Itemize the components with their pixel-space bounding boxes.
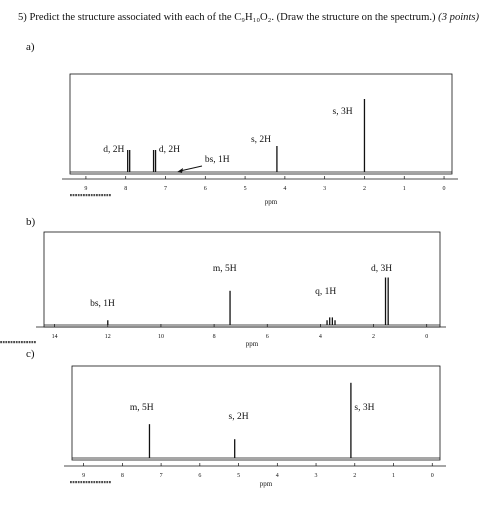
tick-label: 4 [283,186,287,192]
axis-unit: ppm [245,340,259,348]
tick-label: 2 [353,473,357,479]
spectrum-a [0,68,474,208]
tick-label: 2 [372,334,376,340]
tick-label: 7 [164,186,167,192]
tick-label: 8 [120,473,124,479]
tick-label: 0 [430,473,434,479]
tick-label: 9 [82,473,86,479]
axis-unit: ppm [264,198,278,206]
tick-label: 4 [318,334,322,340]
tick-label: 12 [104,334,111,340]
plot-frame [72,366,440,460]
tick-label: 8 [124,186,128,192]
peak-annotation: m, 5H [129,403,154,413]
tick-label: 3 [323,186,327,192]
tick-label: 6 [198,473,202,479]
peak-annotation: d, 2H [158,145,181,155]
peak-annotation: s, 3H [354,403,375,413]
peak-annotation: bs, 1H [204,155,230,165]
tick-label: 1 [392,473,396,479]
question-points: (3 points) [438,12,479,23]
tick-label: 2 [362,186,366,192]
peak-annotation: m, 5H [212,264,237,274]
peak-annotation: s, 2H [228,412,249,422]
tick-label: 6 [265,334,269,340]
instrument-label-mark [70,481,111,483]
question-body: Predict the structure associated with each of the C₉H₁₀O₂. (Draw the structure on the spectrum.) [29,12,436,23]
question-text [18,12,479,23]
tick-label: 14 [51,334,58,340]
tick-label: 0 [442,186,446,192]
annotation-arrow [180,166,202,171]
part-label-b: b) [26,216,36,228]
question-number: 5) [18,12,27,23]
peak-annotation: q, 1H [315,287,337,297]
tick-label: 1 [402,186,406,192]
peak-annotation: d, 2H [103,145,125,155]
instrument-label-mark [70,194,111,196]
plot-frame [44,232,440,327]
peak-annotation: d, 3H [370,264,393,274]
tick-label: 6 [203,186,207,192]
tick-label: 8 [212,334,216,340]
tick-label: 5 [243,186,247,192]
tick-label: 10 [157,334,164,340]
axis-unit: ppm [259,480,273,488]
tick-label: 4 [275,473,279,479]
instrument-label-mark [0,341,36,343]
spectrum-b [0,226,474,348]
part-label-a: a) [26,41,35,53]
spectrum-c [0,362,474,490]
tick-label: 5 [237,473,241,479]
peak-annotation: s, 3H [332,107,353,117]
peak-annotation: s, 2H [250,135,272,145]
tick-label: 7 [159,473,163,479]
peak-annotation: bs, 1H [90,299,115,309]
part-label-c: c) [26,348,35,360]
tick-label: 9 [84,186,88,192]
tick-label: 3 [314,473,318,479]
tick-label: 0 [425,334,429,340]
